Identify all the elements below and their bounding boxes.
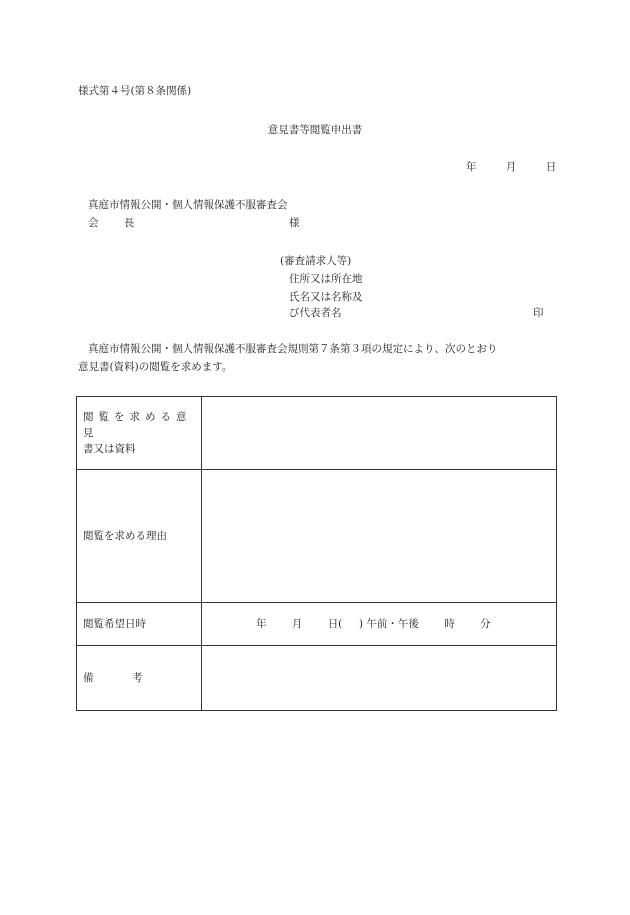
datetime-minute-label: 分 [480, 617, 491, 630]
applicant-name-label: 氏名又は名称及 [289, 291, 363, 303]
addressee-organization: 真庭市情報公開・個人情報保護不服審査会 [88, 199, 288, 211]
table-row-datetime [77, 603, 557, 646]
addressee-honorific: 様 [289, 217, 300, 229]
table-row-remarks [77, 646, 557, 711]
datetime-day-label: 日( [327, 617, 343, 630]
datetime-ampm-label: 午前・午後 [366, 617, 419, 630]
datetime-year-label: 年 [256, 617, 267, 630]
documents-input-cell[interactable] [202, 397, 557, 470]
request-form-table [76, 396, 557, 711]
table-row-reason [77, 470, 557, 603]
reason-input-cell[interactable] [202, 470, 557, 603]
datetime-hour-label: 時 [444, 617, 455, 630]
addressee-position-char1: 会 [88, 217, 99, 229]
submission-date [466, 162, 556, 173]
remarks-label: 備 考 [77, 646, 202, 711]
addressee-position-char2: 長 [123, 217, 135, 229]
table-row-documents [77, 397, 557, 470]
datetime-weekday-close: ) [358, 617, 364, 630]
reason-label: 閲覧を求める理由 [77, 470, 202, 603]
documents-label-cell [77, 397, 202, 470]
documents-label-line1: 閲覧を求める意見 [83, 410, 192, 439]
date-month-label: 月 [505, 161, 517, 173]
form-number-label: 様式第４号(第８条関係) [78, 85, 192, 97]
datetime-label: 閲覧希望日時 [77, 603, 202, 646]
documents-label-line2: 書又は資料 [83, 443, 136, 456]
date-year-label: 年 [466, 161, 477, 173]
date-day-label: 日 [545, 161, 557, 173]
applicant-heading: (審査請求人等) [280, 255, 352, 267]
addressee-position [88, 218, 134, 229]
seal-mark: 印 [533, 307, 544, 319]
applicant-representative-label: び代表者名 [289, 307, 342, 319]
datetime-input-cell[interactable] [202, 603, 557, 646]
document-title: 意見書等閲覧申出書 [267, 124, 363, 136]
body-text-line1: 真庭市情報公開・個人情報保護不服審査会規則第７条第３項の規定により、次のとおり [88, 343, 498, 355]
remarks-input-cell[interactable] [202, 646, 557, 711]
datetime-month-label: 月 [291, 617, 303, 630]
applicant-address-label: 住所又は所在地 [289, 273, 363, 285]
body-text-line2: 意見書(資料)の閲覧を求めます。 [78, 361, 233, 373]
